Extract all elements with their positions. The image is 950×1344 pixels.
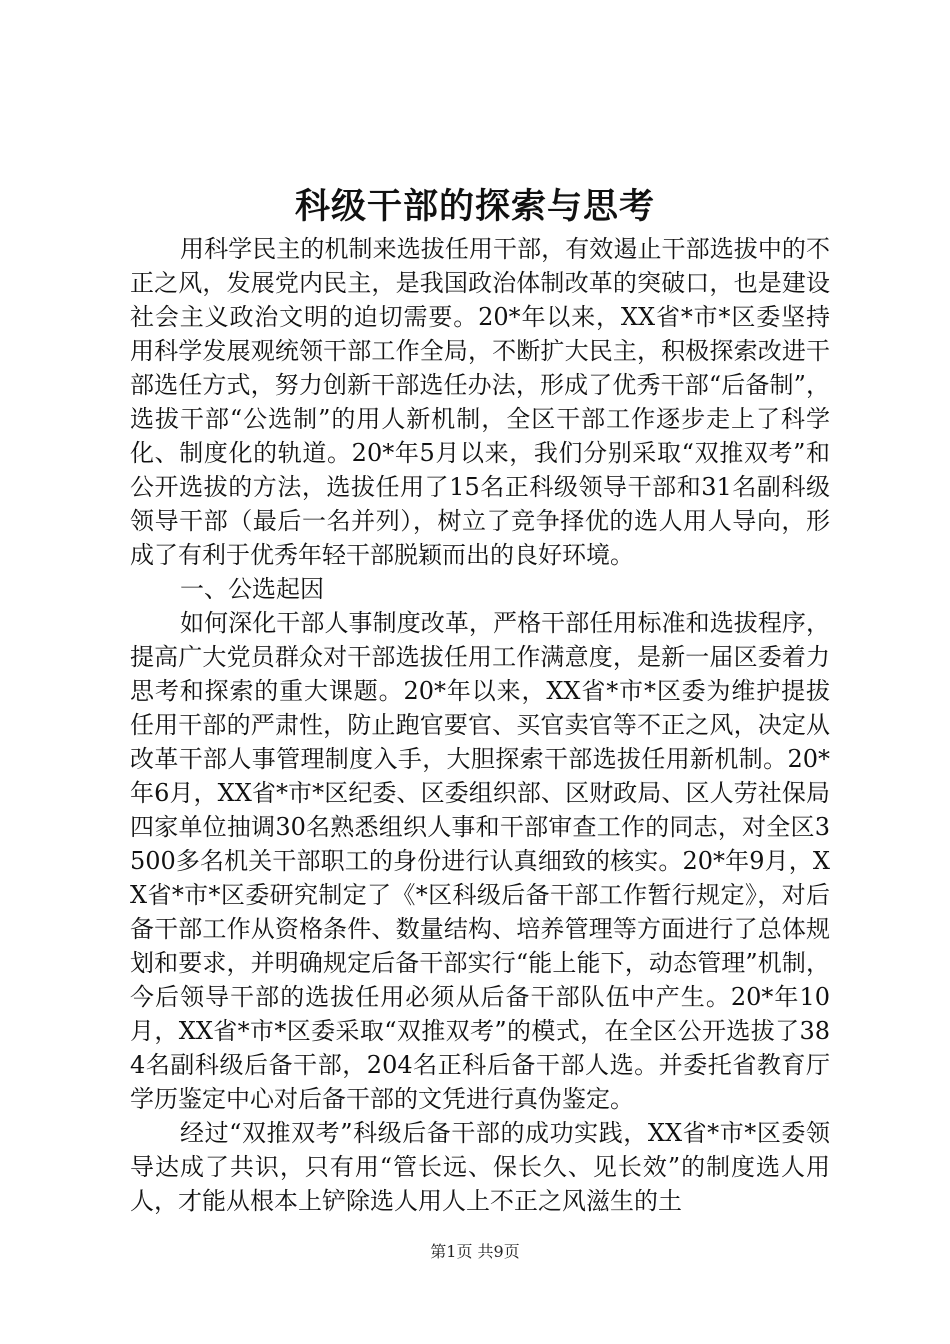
document-title: 科级干部的探索与思考 — [294, 186, 655, 227]
section-heading-1: 一、公选起因 — [180, 575, 324, 603]
paragraph-section-1: 如何深化干部人事制度改革，严格干部任用标准和选拔程序，提高广大党员群众对干部选拔任用工作满意度，是新一届区委着力思考和探索的重大课题。20*年以来，XX省*市*区委为维护提拔任用干部的严肃性，防止跑官要官、买官卖官等不正之风，决定从改革干部人事管理制度入手，大胆探索干部选拔任用新机制。20*年6月，XX省*市*区纪委、区委组织部、区财政局、区人劳社保局四家单位抽调30名熟悉组织人事和干部审查工作的同志，对全区3500多名机关干部职工的身份进行认真细致的核实。20*年9月，XX省*市*区委研究制定了《*区科级后备干部工作暂行规定》，对后备干部工作从资格条件、数量结构、培养管理等方面进行了总体规划和要求，并明确规定后备干部实行“能上能下，动态管理”机制，今后领导干部的选拔任用必须从后备干部队伍中产生。20*年10月，XX省*市*区委采取“双推双考”的模式，在全区公开选拔了384名副科级后备干部，204名正科后备干部人选。并委托省教育厅学历鉴定中心对后备干部的文凭进行真伪鉴定。 — [130, 609, 830, 1113]
paragraph-intro: 用科学民主的机制来选拔任用干部，有效遏止干部选拔中的不正之风，发展党内民主，是我国政治体制改革的突破口，也是建设社会主义政治文明的迫切需要。20*年以来，XX省*市*区委坚持用科学发展观统领干部工作全局，不断扩大民主，积极探索改进干部选任方式，努力创新干部选任办法，形成了优秀干部“后备制”，选拔干部“公选制”的用人新机制，全区干部工作逐步走上了科学化、制度化的轨道。20*年5月以来，我们分别采取“双推双考”和公开选拔的方法，选拔任用了15名正科级领导干部和31名副科级领导干部（最后一名并列），树立了竞争择优的选人用人导向，形成了有利于优秀年轻干部脱颖而出的良好环境。 — [130, 235, 830, 569]
paragraph-continuation: 经过“双推双考”科级后备干部的成功实践，XX省*市*区委领导达成了共识，只有用“管长远、保长久、见长效”的制度选人用人，才能从根本上铲除选人用人上不正之风滋生的土 — [130, 1119, 830, 1215]
page-footer: 第1页 共9页 — [430, 1242, 520, 1261]
document-body — [130, 232, 830, 1218]
